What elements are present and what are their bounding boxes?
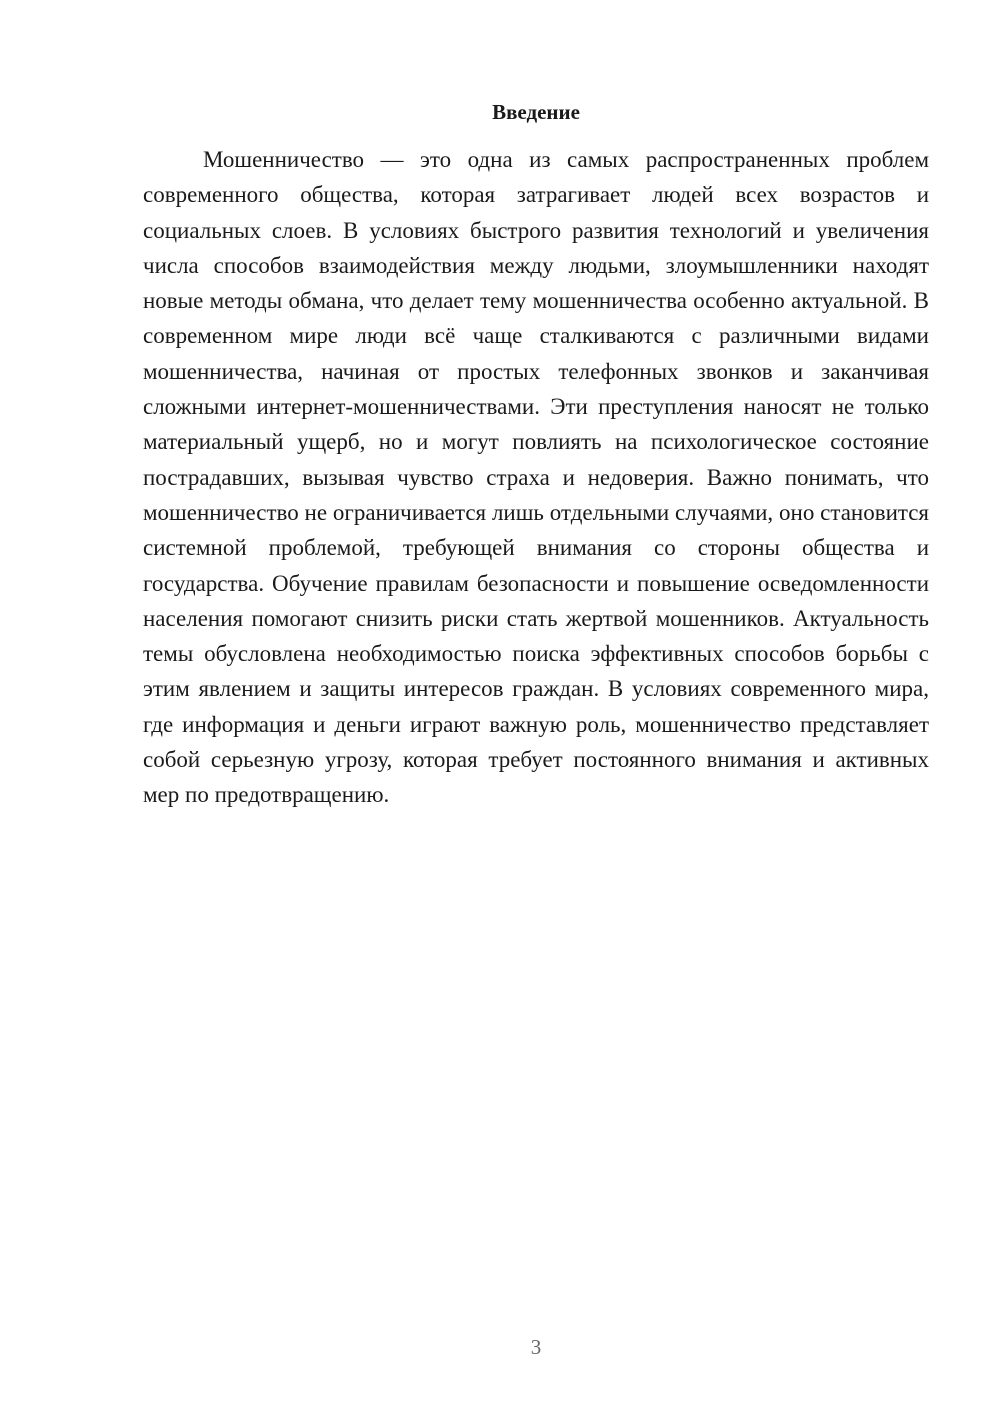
section-heading: Введение: [492, 100, 580, 124]
page-number: 3: [530, 1335, 542, 1359]
body-paragraph: Мошенничество — это одна из самых распространенных проблем современного общества, которая затрагивает людей всех возрастов и социальных слоев. В условиях быстрого развития технологий и увеличения числа способов взаимодействия между людьми, злоумышленники находят новые методы обмана, что делает тему мошенничества особенно актуальной. В современном мире люди всё чаще сталкиваются с различными видами мошенничества, начиная от простых телефонных звонков и заканчивая сложными интернет-мошенничествами. Эти преступления наносят не только материальный ущерб, но и могут повлиять на психологическое состояние пострадавших, вызывая чувство страха и недоверия. Важно понимать, что мошенничество не ограничивается лишь отдельными случаями, оно становится системной проблемой, требующей внимания со стороны общества и государства. Обучение правилам безопасности и повышение осведомленности населения помогают снизить риски стать жертвой мошенников. Актуальность темы обусловлена необходимостью поиска эффективных способов борьбы с этим явлением и защиты интересов граждан. В условиях современного мира, где информация и деньги играют важную роль, мошенничество представляет собой серьезную угрозу, которая требует постоянного внимания и активных мер по предотвращению.: [143, 147, 929, 808]
